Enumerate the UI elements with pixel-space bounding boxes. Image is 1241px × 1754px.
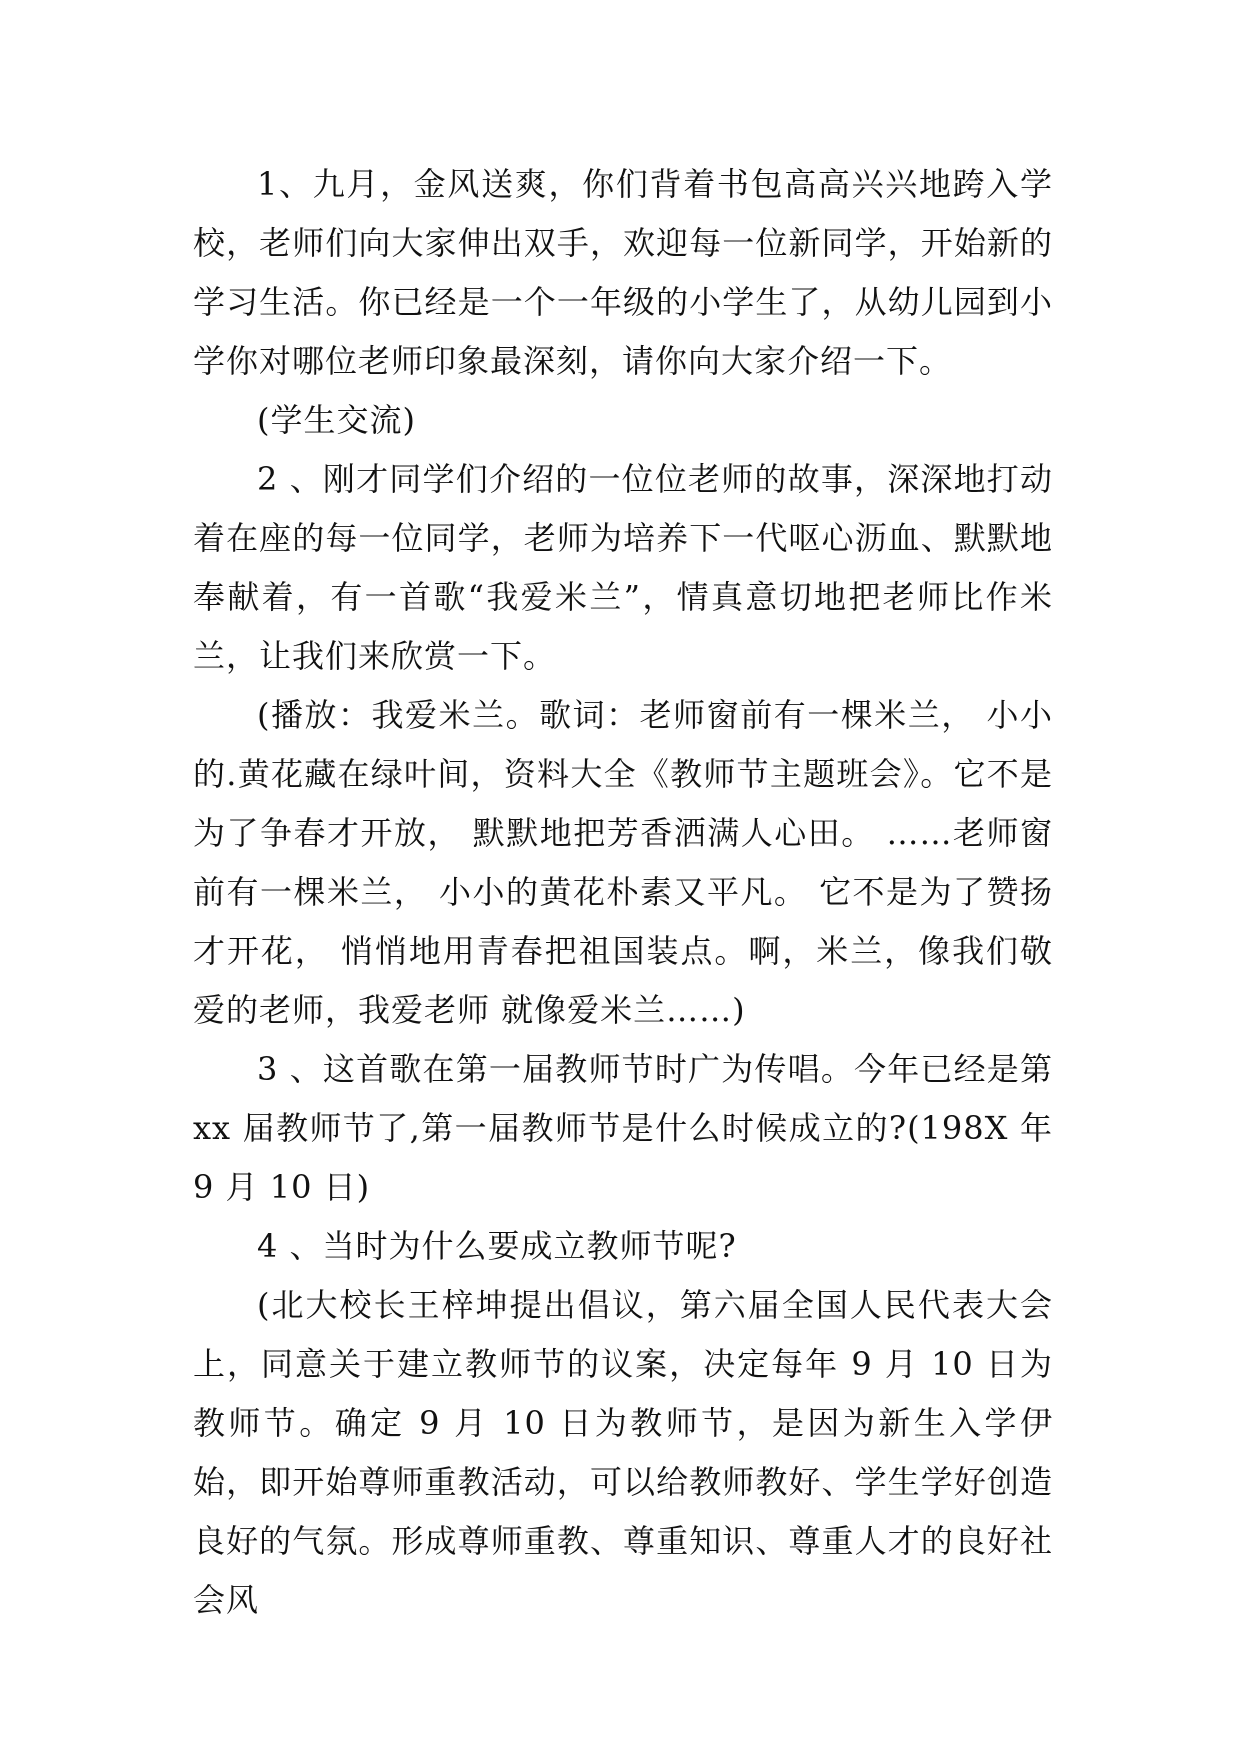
document-body	[193, 155, 1053, 1630]
paragraph-2: (学生交流)	[257, 401, 416, 439]
paragraph-7: (北大校长王梓坤提出倡议，第六届全国人民代表大会上，同意关于建立教师节的议案，决定每年 9 月 10 日为教师节。确定 9 月 10 日为教师节，是因为新生入学伊始，即开始尊师重教活动，可以给教师教好、学生学好创造良好的气氛。形成尊师重教、尊重知识、尊重人才的良好社会风	[193, 1286, 1053, 1619]
paragraph-6: 4 、当时为什么要成立教师节呢?	[257, 1227, 737, 1265]
paragraph-3: 2 、刚才同学们介绍的一位位老师的故事，深深地打动着在座的每一位同学，老师为培养下一代呕心沥血、默默地奉献着，有一首歌“我爱米兰”，情真意切地把老师比作米兰，让我们来欣赏一下。	[193, 460, 1053, 675]
paragraph-4: (播放：我爱米兰。歌词：老师窗前有一棵米兰， 小小的.黄花藏在绿叶间，资料大全《教师节主题班会》。它不是为了争春才开放， 默默地把芳香洒满人心田。 ……老师窗前有一棵米兰， 小小的黄花朴素又平凡。 它不是为了赞扬才开花， 悄悄地用青春把祖国装点。啊，米兰，像我们敬爱的老师，我爱老师 就像爱米兰……)	[193, 696, 1053, 1029]
paragraph-5: 3 、这首歌在第一届教师节时广为传唱。今年已经是第 xx 届教师节了,第一届教师节是什么时候成立的?(198X 年 9 月 10 日)	[193, 1050, 1053, 1206]
paragraph-1: 1、九月，金风送爽，你们背着书包高高兴兴地跨入学校，老师们向大家伸出双手，欢迎每一位新同学，开始新的学习生活。你已经是一个一年级的小学生了，从幼儿园到小学你对哪位老师印象最深刻，请你向大家介绍一下。	[193, 165, 1053, 380]
